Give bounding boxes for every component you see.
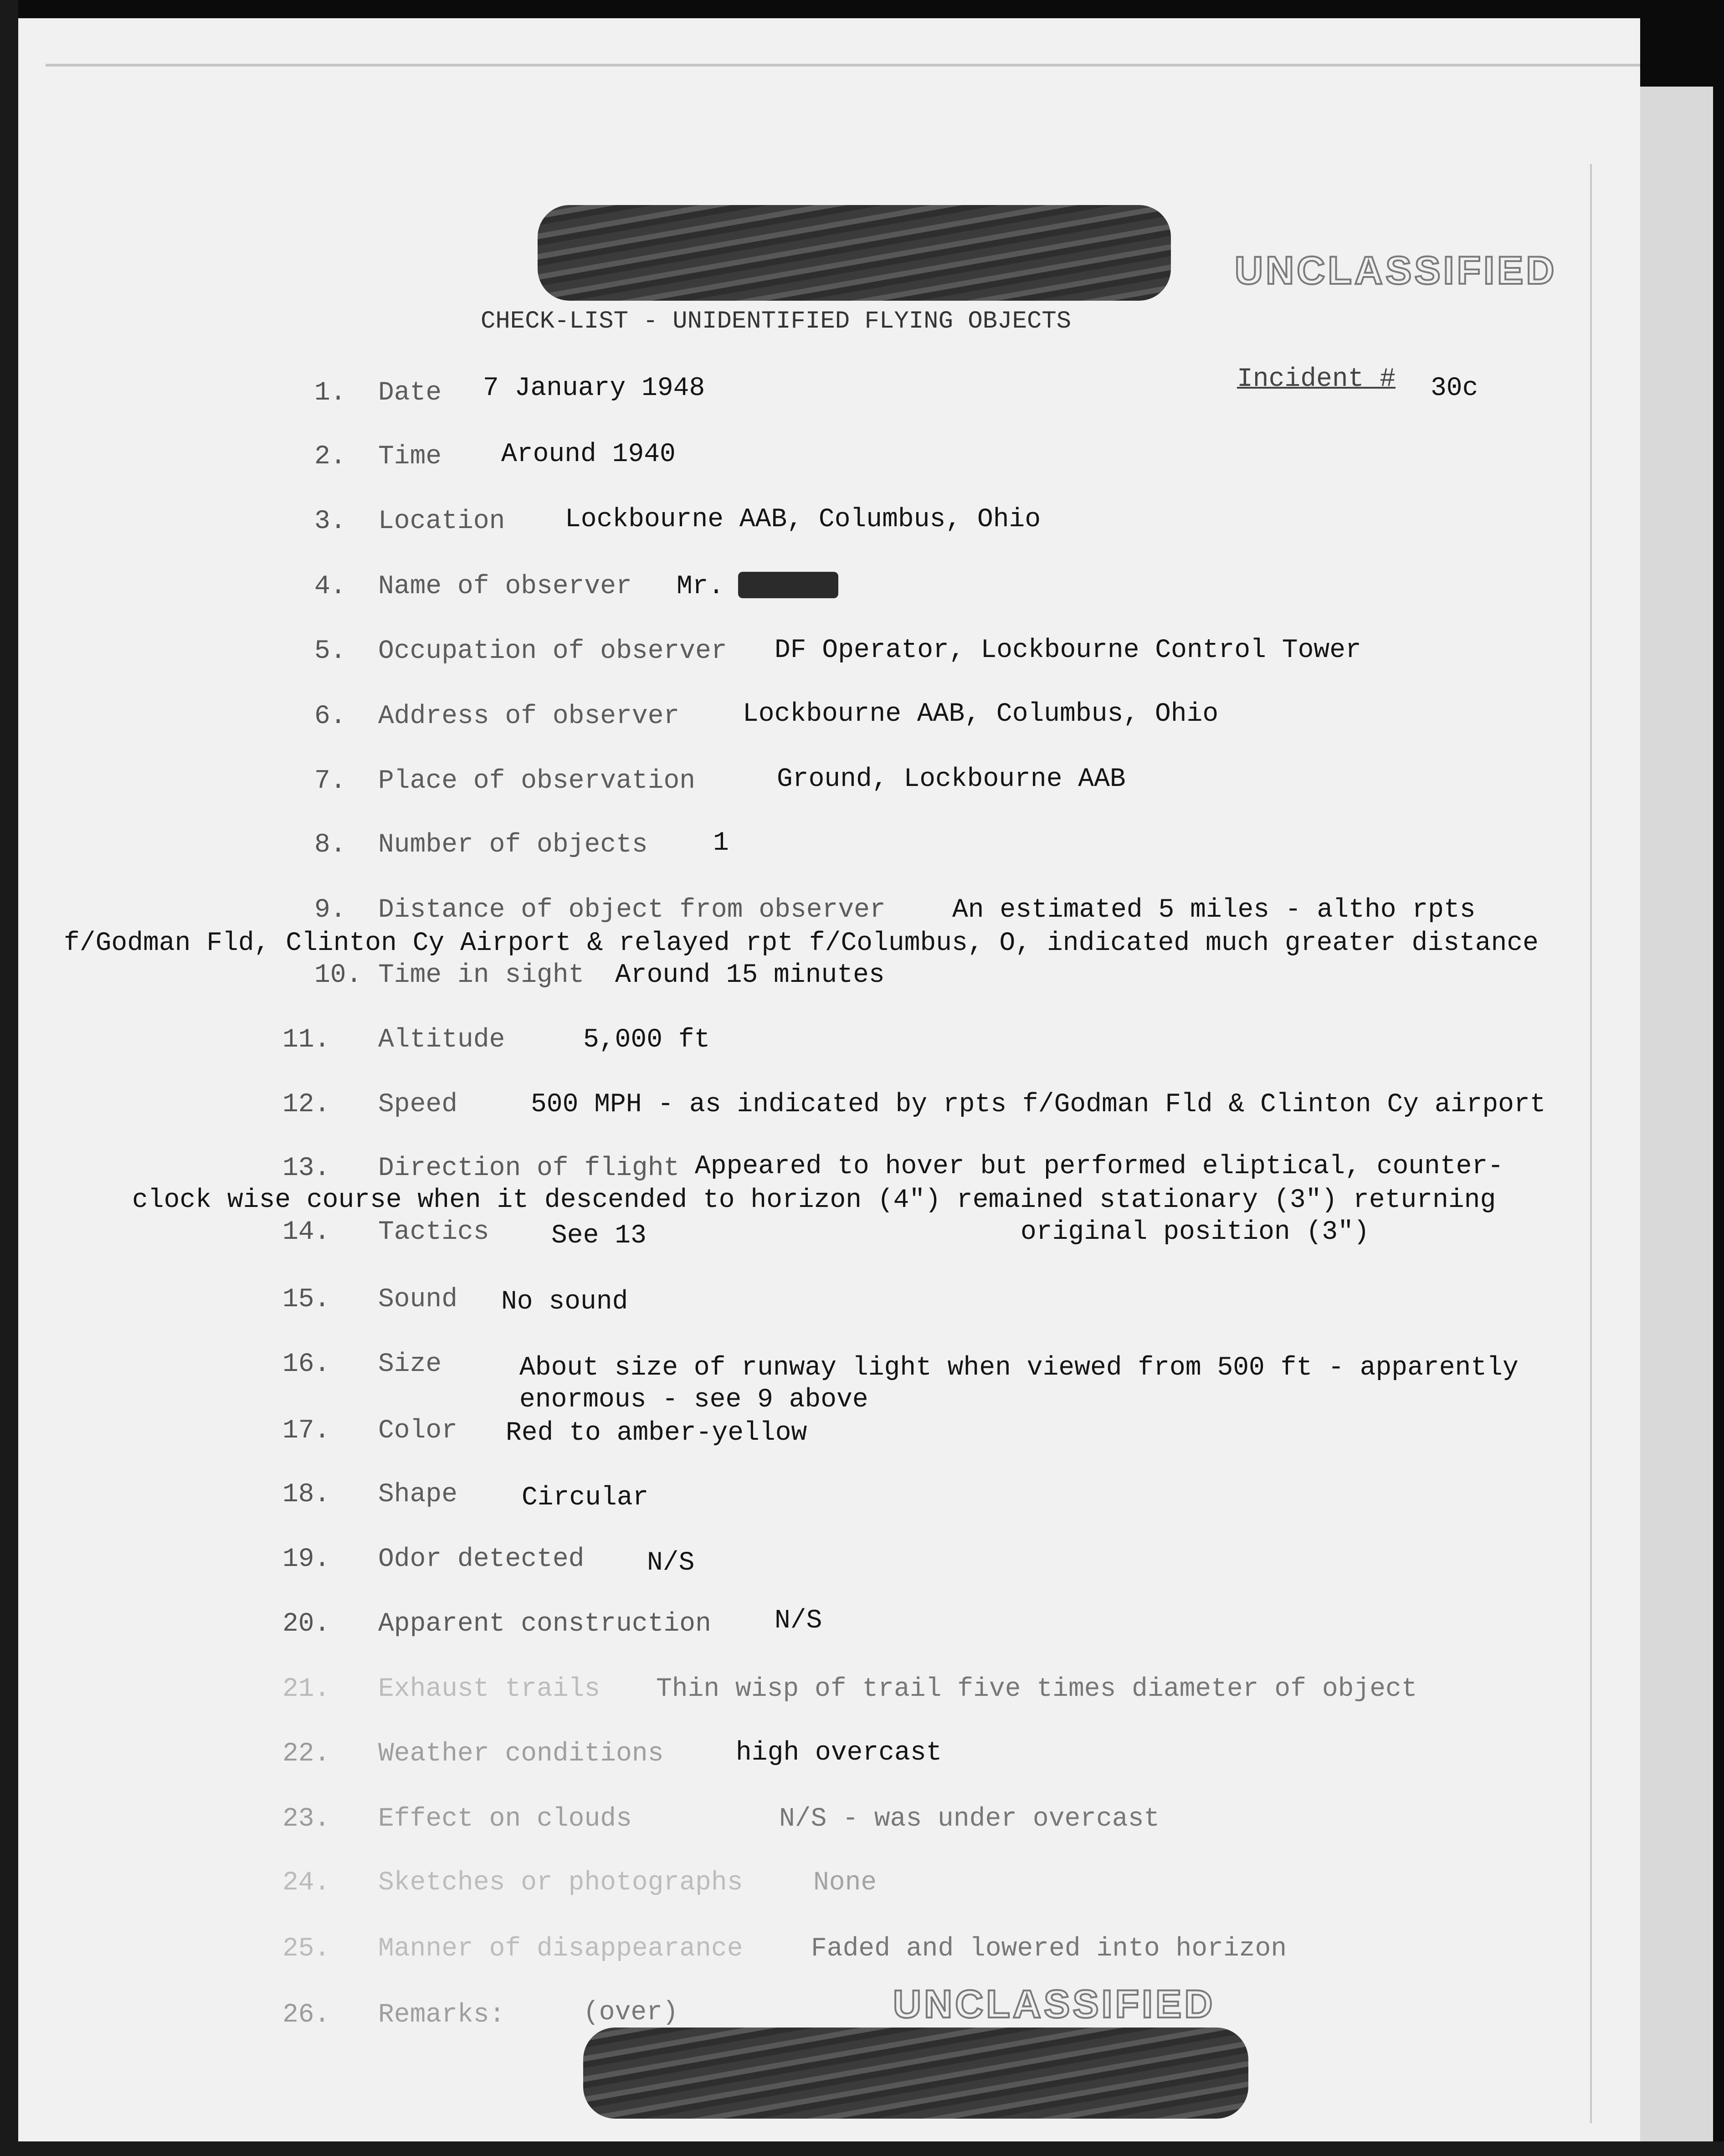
unclassified-stamp-top: UNCLASSIFIED (1235, 249, 1557, 293)
item-label-disappearance: Manner of disappearance (378, 1934, 743, 1964)
film-border-bottom (0, 2141, 1724, 2156)
redaction-blot-top (538, 205, 1171, 301)
item-value-time-in-sight: Around 15 minutes (615, 960, 885, 990)
item-label-number-objects: Number of objects (378, 830, 648, 860)
item-label-weather: Weather conditions (378, 1739, 664, 1769)
item-value-exhaust: Thin wisp of trail five times diameter of object (656, 1674, 1417, 1704)
item-value-altitude: 5,000 ft (583, 1025, 710, 1055)
item-label-occupation: Occupation of observer (378, 637, 727, 666)
item-value-sound: No sound (501, 1287, 628, 1317)
item-label-clouds: Effect on clouds (378, 1804, 632, 1834)
film-border-left (0, 0, 18, 2156)
item-number: 4. (314, 572, 346, 601)
item-number: 17. (282, 1416, 330, 1446)
item-value-observer-name: Mr. (677, 572, 724, 601)
item-number: 22. (282, 1739, 330, 1769)
item-label-color: Color (378, 1416, 458, 1446)
item-value-remarks: (over) (583, 1998, 678, 2028)
item-label-sketches: Sketches or photographs (378, 1868, 743, 1898)
page-right-edge (1590, 164, 1592, 2123)
item-value-size: About size of runway light when viewed from 500 ft - apparently (519, 1353, 1519, 1383)
incident-label: Incident # (1237, 364, 1396, 394)
item-label-location: Location (378, 507, 505, 536)
item-value-weather: high overcast (736, 1738, 942, 1768)
item-value-date: 7 January 1948 (483, 374, 705, 403)
item-value-construction: N/S (775, 1606, 822, 1636)
item-number: 14. (282, 1217, 330, 1247)
item-value-tactics: See 13 (551, 1221, 646, 1251)
item-value-sketches: None (813, 1868, 877, 1898)
item-number: 5. (314, 637, 346, 666)
page-top-edge (46, 64, 1640, 67)
item-number: 18. (282, 1480, 330, 1509)
item-label-construction: Apparent construction (378, 1609, 711, 1639)
item-number: 20. (282, 1609, 330, 1639)
item-number: 7. (314, 766, 346, 796)
item-value-size-cont: enormous - see 9 above (519, 1385, 868, 1415)
item-label-date: Date (378, 378, 442, 408)
item-number: 3. (314, 507, 346, 536)
item-number: 25. (282, 1934, 330, 1964)
item-number: 11. (282, 1025, 330, 1055)
item-value-direction-cont2: original position (3") (1021, 1217, 1370, 1247)
item-number: 12. (282, 1090, 330, 1119)
item-number: 15. (282, 1285, 330, 1314)
item-number: 8. (314, 830, 346, 860)
item-value-place: Ground, Lockbourne AAB (777, 765, 1126, 794)
item-number: 26. (282, 2000, 330, 2030)
item-label-size: Size (378, 1350, 442, 1379)
item-number: 16. (282, 1350, 330, 1379)
item-value-shape: Circular (522, 1483, 649, 1513)
item-value-direction-cont: clock wise course when it descended to horizon (4") remained stationary (3") returning (132, 1186, 1496, 1215)
redaction-blot-bottom (583, 2028, 1248, 2119)
item-value-color: Red to amber-yellow (506, 1418, 807, 1448)
item-value-disappearance: Faded and lowered into horizon (811, 1934, 1287, 1964)
item-number: 2. (314, 442, 346, 472)
redaction-observer-name (738, 572, 838, 598)
item-value-clouds: N/S - was under overcast (779, 1804, 1160, 1834)
item-label-tactics: Tactics (378, 1217, 489, 1247)
item-label-time: Time (378, 442, 442, 472)
item-number: 13. (282, 1154, 330, 1183)
item-label-exhaust: Exhaust trails (378, 1674, 600, 1704)
item-label-remarks: Remarks: (378, 2000, 505, 2030)
form-title: CHECK-LIST - UNIDENTIFIED FLYING OBJECTS (481, 308, 1072, 335)
item-label-distance: Distance of object from observer (378, 895, 886, 925)
item-value-location: Lockbourne AAB, Columbus, Ohio (565, 505, 1041, 534)
item-value-speed: 500 MPH - as indicated by rpts f/Godman Fld & Clinton Cy airport (531, 1090, 1546, 1119)
item-label-observer-name: Name of observer (378, 572, 632, 601)
item-value-distance: An estimated 5 miles - altho rpts (952, 895, 1476, 925)
item-value-address: Lockbourne AAB, Columbus, Ohio (743, 699, 1219, 729)
item-number: 21. (282, 1674, 330, 1704)
item-number: 23. (282, 1804, 330, 1834)
unclassified-stamp-bottom: UNCLASSIFIED (893, 1982, 1216, 2026)
item-label-place: Place of observation (378, 766, 696, 796)
item-number: 10. (314, 960, 362, 990)
item-value-distance-cont: f/Godman Fld, Clinton Cy Airport & relayed rpt f/Columbus, O, indicated much greater distance (64, 929, 1539, 958)
item-number: 24. (282, 1868, 330, 1898)
item-value-number-objects: 1 (713, 828, 729, 858)
item-label-direction: Direction of flight (378, 1154, 680, 1183)
item-label-odor: Odor detected (378, 1545, 585, 1574)
item-value-time: Around 1940 (501, 440, 676, 469)
item-number: 9. (314, 895, 346, 925)
item-value-direction: Appeared to hover but performed eliptical, counter- (695, 1152, 1504, 1181)
item-value-occupation: DF Operator, Lockbourne Control Tower (775, 636, 1361, 665)
item-label-speed: Speed (378, 1090, 458, 1119)
item-value-odor: N/S (647, 1548, 695, 1578)
item-number: 19. (282, 1545, 330, 1574)
item-number: 6. (314, 702, 346, 731)
incident-number: 30c (1431, 374, 1478, 403)
item-number: 1. (314, 378, 346, 408)
item-label-address: Address of observer (378, 702, 680, 731)
item-label-shape: Shape (378, 1480, 458, 1509)
item-label-time-in-sight: Time in sight (378, 960, 585, 990)
item-label-altitude: Altitude (378, 1025, 505, 1055)
item-label-sound: Sound (378, 1285, 458, 1314)
